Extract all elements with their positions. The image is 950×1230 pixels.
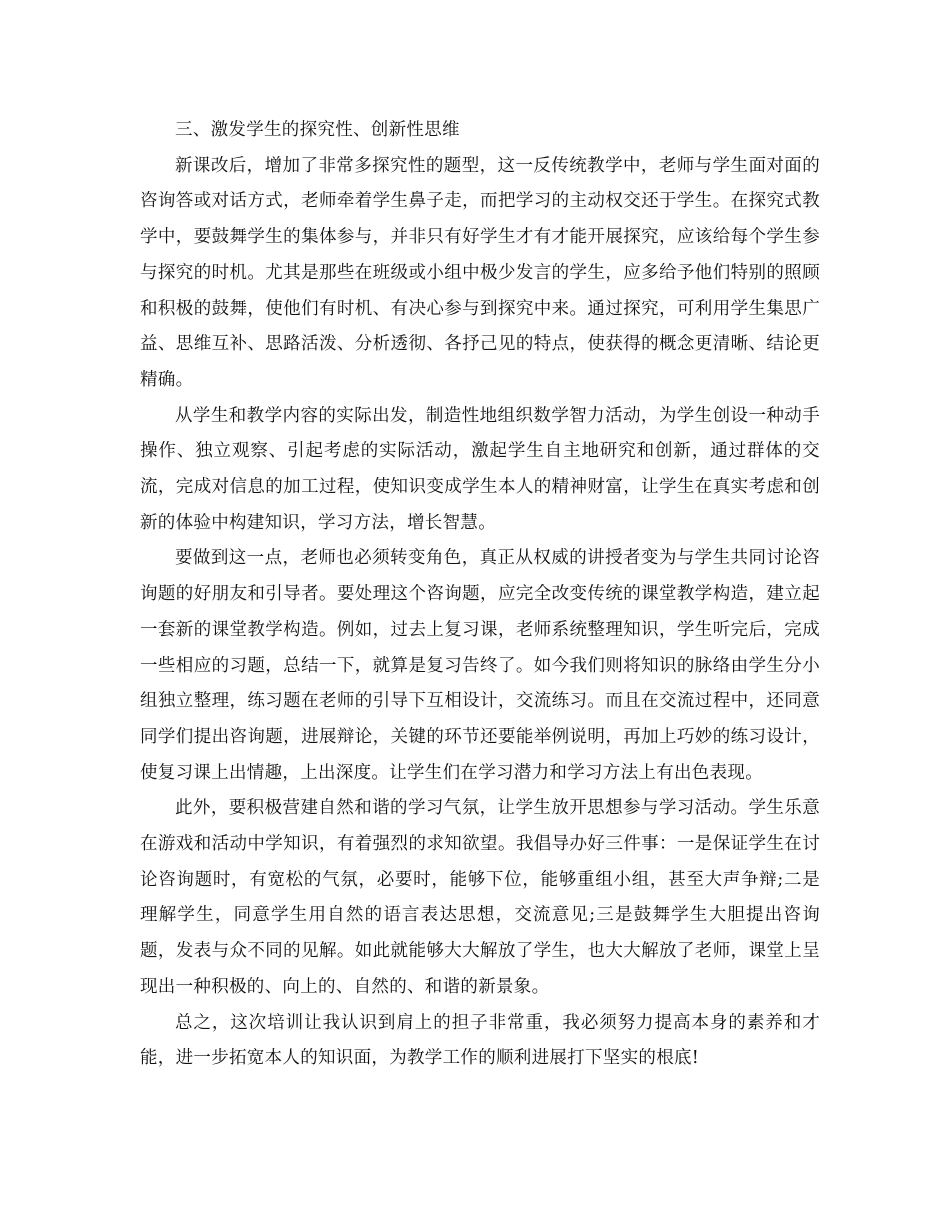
paragraph-math-activities: 从学生和教学内容的实际出发，制造性地组织数学智力活动，为学生创设一种动手操作、独立观察、引起考虑的实际活动，激起学生自主地研究和创新，通过群体的交流，完成对信息的加工过程，使知识变成学生本人的精神财富，让学生在真实考虑和创新的体验中构建知识，学习方法，增长智慧。 — [140, 405, 820, 533]
paragraph-learning-atmosphere: 此外，要积极营建自然和谐的学习气氛，让学生放开思想参与学习活动。学生乐意在游戏和活动中学知识，有着强烈的求知欲望。我倡导办好三件事：一是保证学生在讨论咨询题时，有宽松的气氛，必要时，能够下位，能够重组小组，甚至大声争辩;二是理解学生，同意学生用自然的语言表达思想，交流意见;三是鼓舞学生大胆提出咨询题，发表与众不同的见解。如此就能够大大解放了学生，也大大解放了老师，课堂上呈现出一种积极的、向上的、自然的、和谐的新景象。 — [140, 798, 820, 997]
paragraph-teacher-role: 要做到这一点，老师也必须转变角色，真正从权威的讲授者变为与学生共同讨论咨询题的好朋友和引导者。要处理这个咨询题，应完全改变传统的课堂教学构造，建立起一套新的课堂教学构造。例如，过去上复习课，老师系统整理知识，学生听完后，完成一些相应的习题，总结一下，就算是复习告终了。如今我们则将知识的脉络由学生分小组独立整理，练习题在老师的引导下互相设计，交流练习。而且在交流过程中，还同意同学们提出咨询题，进展辩论，关键的环节还要能举例说明，再加上巧妙的练习设计，使复习课上出情趣，上出深度。让学生们在学习潜力和学习方法上有出色表现。 — [140, 548, 820, 783]
paragraph-inquiry-teaching: 新课改后，增加了非常多探究性的题型，这一反传统教学中，老师与学生面对面的咨询答或对话方式，老师牵着学生鼻子走，而把学习的主动权交还于学生。在探究式教学中，要鼓舞学生的集体参与，并非只有好学生才有才能开展探究，应该给每个学生参与探究的时机。尤其是那些在班级或小组中极少发言的学生，应多给予他们特别的照顾和积极的鼓舞，使他们有时机、有决心参与到探究中来。通过探究，可利用学生集思广益、思维互补、思路活泼、分析透彻、各抒己见的特点，使获得的概念更清晰、结论更精确。 — [140, 155, 820, 390]
section-heading: 三、激发学生的探究性、创新性思维 — [175, 120, 460, 140]
document-body — [140, 113, 820, 1077]
paragraph-conclusion: 总之，这次培训让我认识到肩上的担子非常重，我必须努力提高本身的素养和才能，进一步拓宽本人的知识面，为教学工作的顺利进展打下坚实的根底! — [140, 1012, 820, 1069]
